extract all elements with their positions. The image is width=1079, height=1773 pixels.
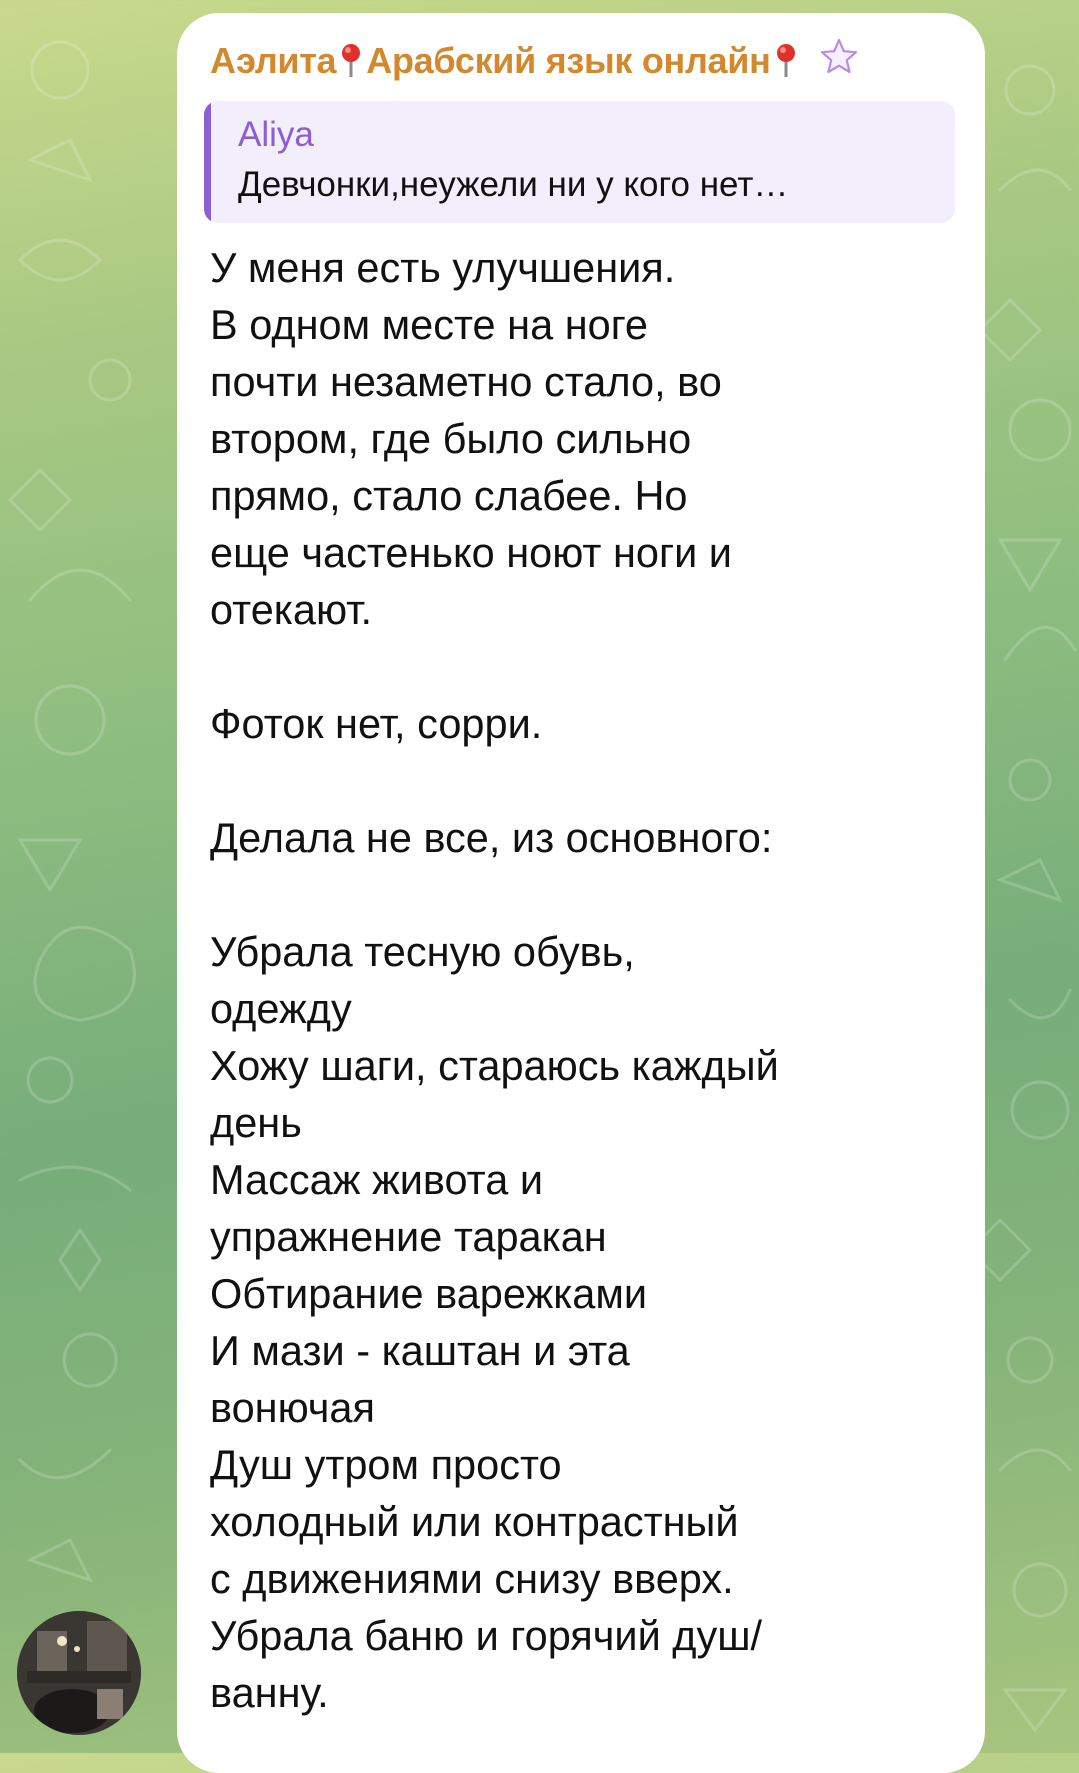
message-text xyxy=(210,239,950,1721)
reply-quote[interactable] xyxy=(204,101,955,223)
message-line: Хожу шаги, стараюсь каждый xyxy=(210,1042,779,1089)
message-line: с движениями снизу вверх. xyxy=(210,1555,734,1602)
sender-title: Арабский язык онлайн xyxy=(366,39,771,81)
message-line: втором, где было сильно xyxy=(210,415,692,462)
message-line: прямо, стало слабее. Но xyxy=(210,472,688,519)
message-line: холодный или контрастный xyxy=(210,1498,739,1545)
message-line: И мази - каштан и эта xyxy=(210,1327,630,1374)
pushpin-icon xyxy=(340,43,362,79)
message-line xyxy=(210,752,950,809)
message-line: В одном месте на ноге xyxy=(210,301,648,348)
message-line: Массаж живота и xyxy=(210,1156,544,1203)
sender-avatar[interactable] xyxy=(17,1611,141,1735)
message-line: Убрала баню и горячий душ/ xyxy=(210,1612,763,1659)
message-line xyxy=(210,866,950,923)
reply-author: Aliya xyxy=(238,115,314,154)
sender-header[interactable] xyxy=(210,37,859,84)
message-line: Делала не все, из основного: xyxy=(210,814,773,861)
avatar-photo xyxy=(17,1611,141,1735)
sender-name: Аэлита xyxy=(210,39,337,81)
message-line: упражнение таракан xyxy=(210,1213,607,1260)
message-line: Убрала тесную обувь, xyxy=(210,928,635,975)
message-line: У меня есть улучшения. xyxy=(210,244,676,291)
reply-preview: Девчонки,неужели ни у кого нет… xyxy=(238,165,789,204)
message-line: Обтирание варежками xyxy=(210,1270,648,1317)
message-line: почти незаметно стало, во xyxy=(210,358,722,405)
pushpin-icon xyxy=(775,43,797,79)
message-line: одежду xyxy=(210,985,352,1032)
message-line: отекают. xyxy=(210,586,373,633)
message-line: еще частенько ноют ноги и xyxy=(210,529,732,576)
reply-accent-bar xyxy=(204,101,211,223)
message-line: день xyxy=(210,1099,302,1146)
message-line: Душ утром просто xyxy=(210,1441,562,1488)
message-line: ванну. xyxy=(210,1669,329,1716)
message-line: Фоток нет, сорри. xyxy=(210,700,543,747)
message-line: вонючая xyxy=(210,1384,375,1431)
message-line xyxy=(210,638,950,695)
star-icon xyxy=(819,37,859,84)
message-bubble[interactable] xyxy=(177,13,985,1773)
